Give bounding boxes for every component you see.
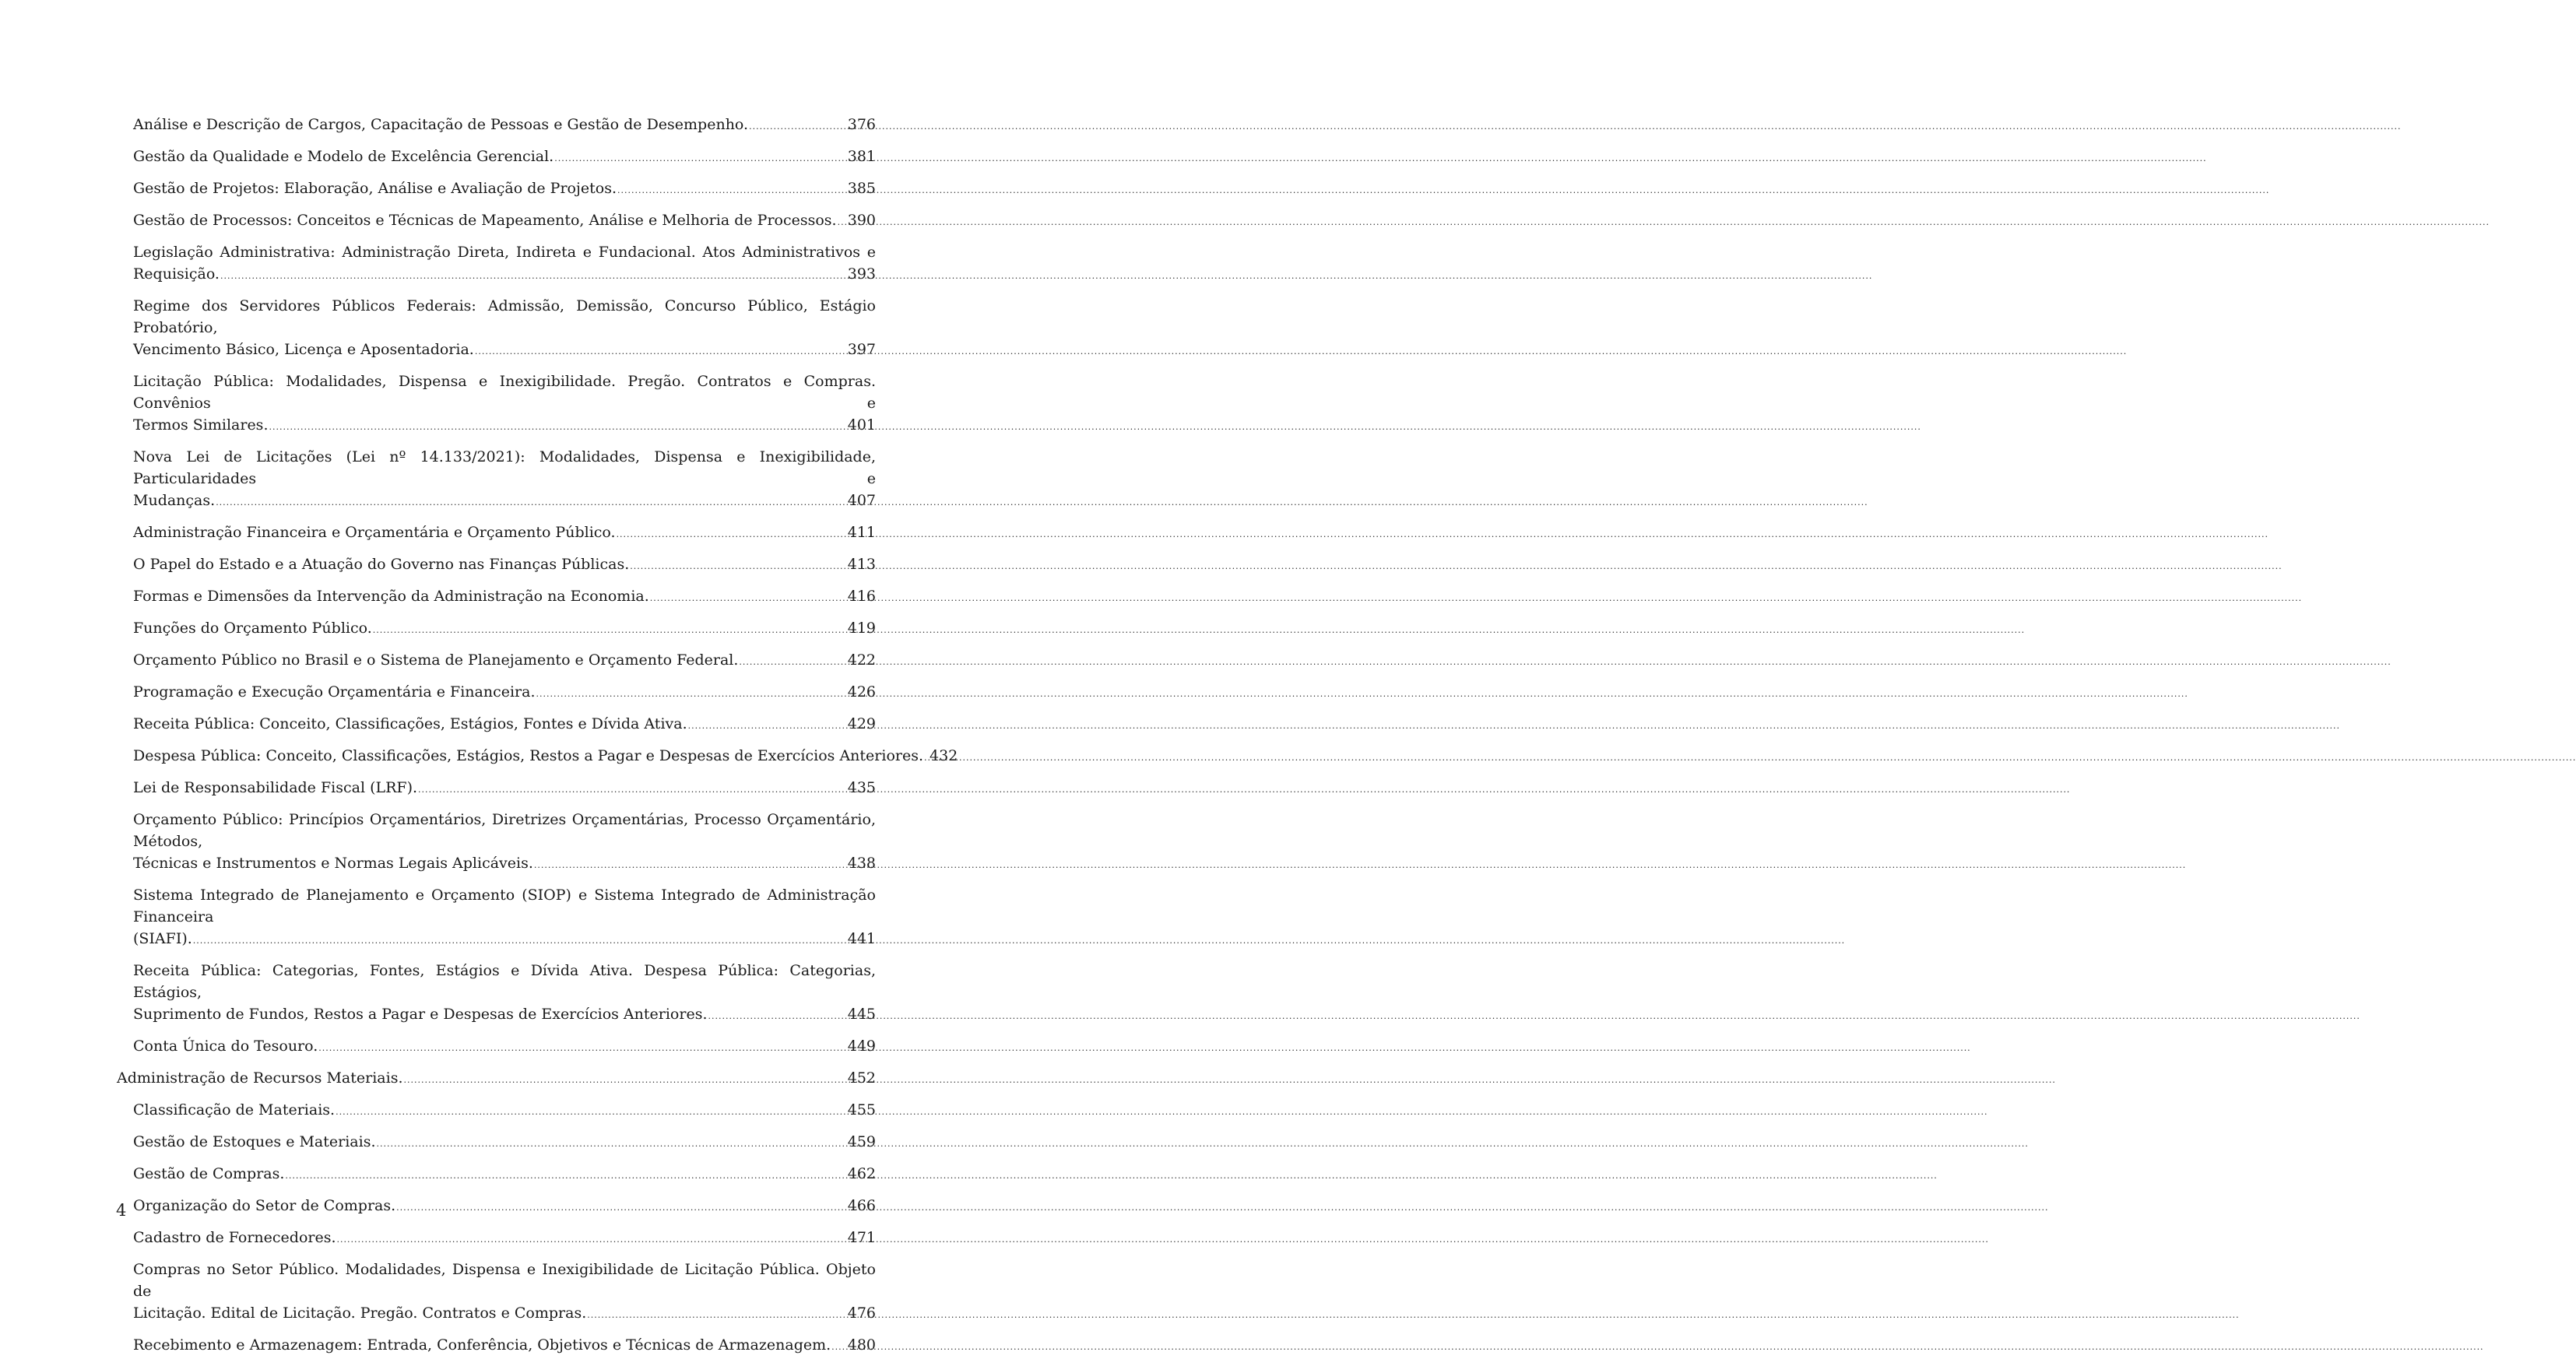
toc-entry-title-line: Suprimento de Fundos, Restos a Pagar e Despesas de Exercícios Anteriores. [133, 1006, 708, 1023]
toc-entry[interactable] [117, 209, 876, 234]
toc-entry[interactable] [117, 241, 876, 287]
dot-leader [617, 180, 847, 202]
toc-entry-page-number: 449 [847, 1038, 876, 1055]
toc-entry-title-line: Organização do Setor de Compras. [133, 1197, 396, 1214]
toc-entry-title-line: Recebimento e Armazenagem: Entrada, Conferência, Objetivos e Técnicas de Armazenagem. [133, 1336, 831, 1354]
toc-entry[interactable] [117, 1099, 876, 1123]
toc-entry-page-number: 438 [847, 855, 876, 872]
toc-entry-title-line: Vencimento Básico, Licença e Aposentadoria. [133, 341, 474, 358]
toc-entry-title-line: (SIAFI). [133, 930, 192, 947]
toc-entry-title-line: Gestão de Projetos: Elaboração, Análise e Avaliação de Projetos. [133, 180, 617, 197]
toc-entry-title-line: Gestão de Compras. [133, 1165, 285, 1182]
toc-entry-title-line: Compras no Setor Público. Modalidades, Dispensa e Inexigibilidade de Licitação Pública. Objeto de [133, 1261, 876, 1300]
toc-entry[interactable] [117, 1067, 876, 1091]
dot-leader [630, 556, 846, 578]
toc-entry-page-number: 390 [847, 212, 876, 229]
dot-leader [650, 588, 847, 609]
toc-entry-title-line: O Papel do Estado e a Atuação do Governo nas Finanças Públicas. [133, 556, 630, 573]
toc-entry-page-number: 429 [847, 715, 876, 732]
dot-leader [377, 1133, 847, 1155]
toc-entry-title-line: Orçamento Público no Brasil e o Sistema de Planejamento e Orçamento Federal. [133, 651, 739, 669]
toc-entry-page-number: 422 [847, 651, 876, 669]
toc-entry[interactable] [117, 177, 876, 202]
toc-entry[interactable] [117, 649, 876, 673]
toc-entry-page-number: 480 [847, 1336, 876, 1354]
toc-entry-title-line: Conta Única do Tesouro. [133, 1038, 318, 1055]
toc-entry[interactable] [117, 809, 876, 876]
toc-entry-page-number: 413 [847, 556, 876, 573]
toc-entry-title-line: Gestão de Processos: Conceitos e Técnicas de Mapeamento, Análise e Melhoria de Processos. [133, 212, 837, 229]
toc-entry[interactable] [117, 1259, 876, 1326]
toc-entry[interactable] [117, 1163, 876, 1187]
dot-leader [285, 1165, 846, 1187]
page-number: 4 [116, 1201, 127, 1220]
toc-entry-title-line: Receita Pública: Categorias, Fontes, Estágios e Dívida Ativa. Despesa Pública: Categorias, Estágios, [133, 962, 876, 1001]
dot-leader [617, 524, 847, 546]
toc-entry-page-number: 471 [847, 1229, 876, 1246]
dot-leader [220, 265, 847, 287]
toc-entry-page-number: 401 [847, 416, 876, 434]
dot-leader [337, 1229, 847, 1251]
toc-entry-page-number: 416 [847, 588, 876, 605]
dot-leader [475, 341, 847, 363]
dot-leader [418, 779, 847, 801]
toc-entry-page-number: 385 [847, 180, 876, 197]
toc-entry[interactable] [117, 146, 876, 170]
dot-leader [587, 1305, 846, 1326]
toc-entry-title-line: Lei de Responsabilidade Fiscal (LRF). [133, 779, 418, 796]
toc-entry-title-line: Programação e Execução Orçamentária e Financeira. [133, 683, 536, 701]
toc-entry-title-line: Orçamento Público: Princípios Orçamentários, Diretrizes Orçamentárias, Processo Orçamentário, Métodos, [133, 811, 876, 850]
toc-entry[interactable] [117, 585, 876, 609]
toc-entry[interactable] [117, 1035, 876, 1059]
toc-entry-page-number: 459 [847, 1133, 876, 1150]
dot-leader [269, 416, 846, 438]
dot-leader [554, 148, 847, 170]
toc-entry-page-number: 397 [847, 341, 876, 358]
toc-entry-title-line: Administração Financeira e Orçamentária e Orçamento Público. [133, 524, 616, 541]
dot-leader [924, 747, 929, 769]
toc-entry-title-line: Gestão de Estoques e Materiais. [133, 1133, 376, 1150]
dot-leader [688, 715, 847, 737]
toc-entry[interactable] [117, 1195, 876, 1219]
toc-entry-title-line: Regime dos Servidores Públicos Federais: Admissão, Demissão, Concurso Público, Estágio Probatório, [133, 297, 876, 336]
toc-entry-title-line: Administração de Recursos Materiais. [117, 1069, 403, 1087]
toc-entry[interactable] [117, 114, 876, 138]
toc-entry[interactable] [117, 295, 876, 363]
dot-leader [318, 1038, 846, 1059]
dot-leader [396, 1197, 847, 1219]
toc-entry-page-number: 462 [847, 1165, 876, 1182]
table-of-contents [117, 114, 958, 1366]
toc-entry-title-line: Licitação. Edital de Licitação. Pregão. Contratos e Compras. [133, 1305, 587, 1322]
toc-entry-page-number: 441 [847, 930, 876, 947]
toc-entry-page-number: 476 [847, 1305, 876, 1322]
dot-leader [534, 855, 847, 876]
toc-entry-page-number: 411 [847, 524, 876, 541]
dot-leader [838, 212, 847, 234]
toc-entry-title-line: Mudanças. [133, 492, 216, 509]
toc-entry-page-number: 381 [847, 148, 876, 165]
toc-entry-title-line: Nova Lei de Licitações (Lei nº 14.133/2021): Modalidades, Dispensa e Inexigibilidade, Particularidades e [133, 448, 876, 487]
toc-entry-page-number: 393 [847, 265, 876, 283]
toc-entry-title-line: Formas e Dimensões da Intervenção da Administração na Economia. [133, 588, 649, 605]
toc-entry-title-line: Legislação Administrativa: Administração Direta, Indireta e Fundacional. Atos Administrativos e [133, 244, 876, 261]
toc-entry-title-line: Termos Similares. [133, 416, 269, 434]
dot-leader [739, 651, 846, 673]
toc-entry-page-number: 426 [847, 683, 876, 701]
toc-entry[interactable] [117, 1334, 876, 1358]
dot-leader [536, 683, 846, 705]
toc-entry[interactable] [117, 521, 876, 546]
dot-leader [336, 1101, 847, 1123]
toc-entry[interactable] [117, 884, 876, 952]
toc-entry-page-number: 466 [847, 1197, 876, 1214]
toc-entry[interactable] [117, 370, 876, 438]
dot-leader [831, 1336, 847, 1358]
toc-entry-title-line: Gestão da Qualidade e Modelo de Excelência Gerencial. [133, 148, 554, 165]
toc-entry-page-number: 376 [847, 116, 876, 133]
toc-entry-page-number: 407 [847, 492, 876, 509]
toc-entry-title-line: Técnicas e Instrumentos e Normas Legais Aplicáveis. [133, 855, 533, 872]
dot-leader [193, 930, 847, 952]
toc-entry-title-line: Licitação Pública: Modalidades, Dispensa e Inexigibilidade. Pregão. Contratos e Compras. Convênios e [133, 373, 876, 412]
dot-leader [216, 492, 847, 514]
toc-entry[interactable] [117, 713, 876, 737]
toc-entry[interactable] [117, 1131, 876, 1155]
toc-entry-page-number: 445 [847, 1006, 876, 1023]
toc-entry[interactable] [117, 617, 876, 641]
toc-entry-page-number: 419 [847, 620, 876, 637]
toc-entry-page-number: 455 [847, 1101, 876, 1118]
toc-entry-page-number: 452 [847, 1069, 876, 1087]
dot-leader [708, 1006, 846, 1027]
toc-entry[interactable] [117, 681, 876, 705]
toc-entry[interactable] [117, 960, 876, 1027]
toc-entry[interactable] [117, 745, 958, 769]
toc-entry[interactable] [117, 777, 876, 801]
toc-entry-title-line: Funções do Orçamento Público. [133, 620, 372, 637]
toc-entry-title-line: Sistema Integrado de Planejamento e Orçamento (SIOP) e Sistema Integrado de Administração Financeira [133, 887, 876, 925]
toc-entry-page-number: 435 [847, 779, 876, 796]
toc-entry-title-line: Despesa Pública: Conceito, Classificações, Estágios, Restos a Pagar e Despesas de Exercícios Anteriores. [133, 747, 923, 764]
toc-entry-title-line: Cadastro de Fornecedores. [133, 1229, 336, 1246]
toc-entry[interactable] [117, 553, 876, 578]
toc-entry[interactable] [117, 1227, 876, 1251]
toc-entry-page-number: 432 [930, 747, 958, 764]
toc-entry-title-line: Receita Pública: Conceito, Classificações, Estágios, Fontes e Dívida Ativa. [133, 715, 687, 732]
dot-leader [373, 620, 847, 641]
toc-entry-title-line: Classificação de Materiais. [133, 1101, 336, 1118]
toc-entry-title-line: Análise e Descrição de Cargos, Capacitação de Pessoas e Gestão de Desempenho. [133, 116, 749, 133]
toc-entry[interactable] [117, 446, 876, 514]
dot-leader [749, 116, 847, 138]
dot-leader [404, 1069, 847, 1091]
toc-entry-title-line: Requisição. [133, 265, 220, 283]
